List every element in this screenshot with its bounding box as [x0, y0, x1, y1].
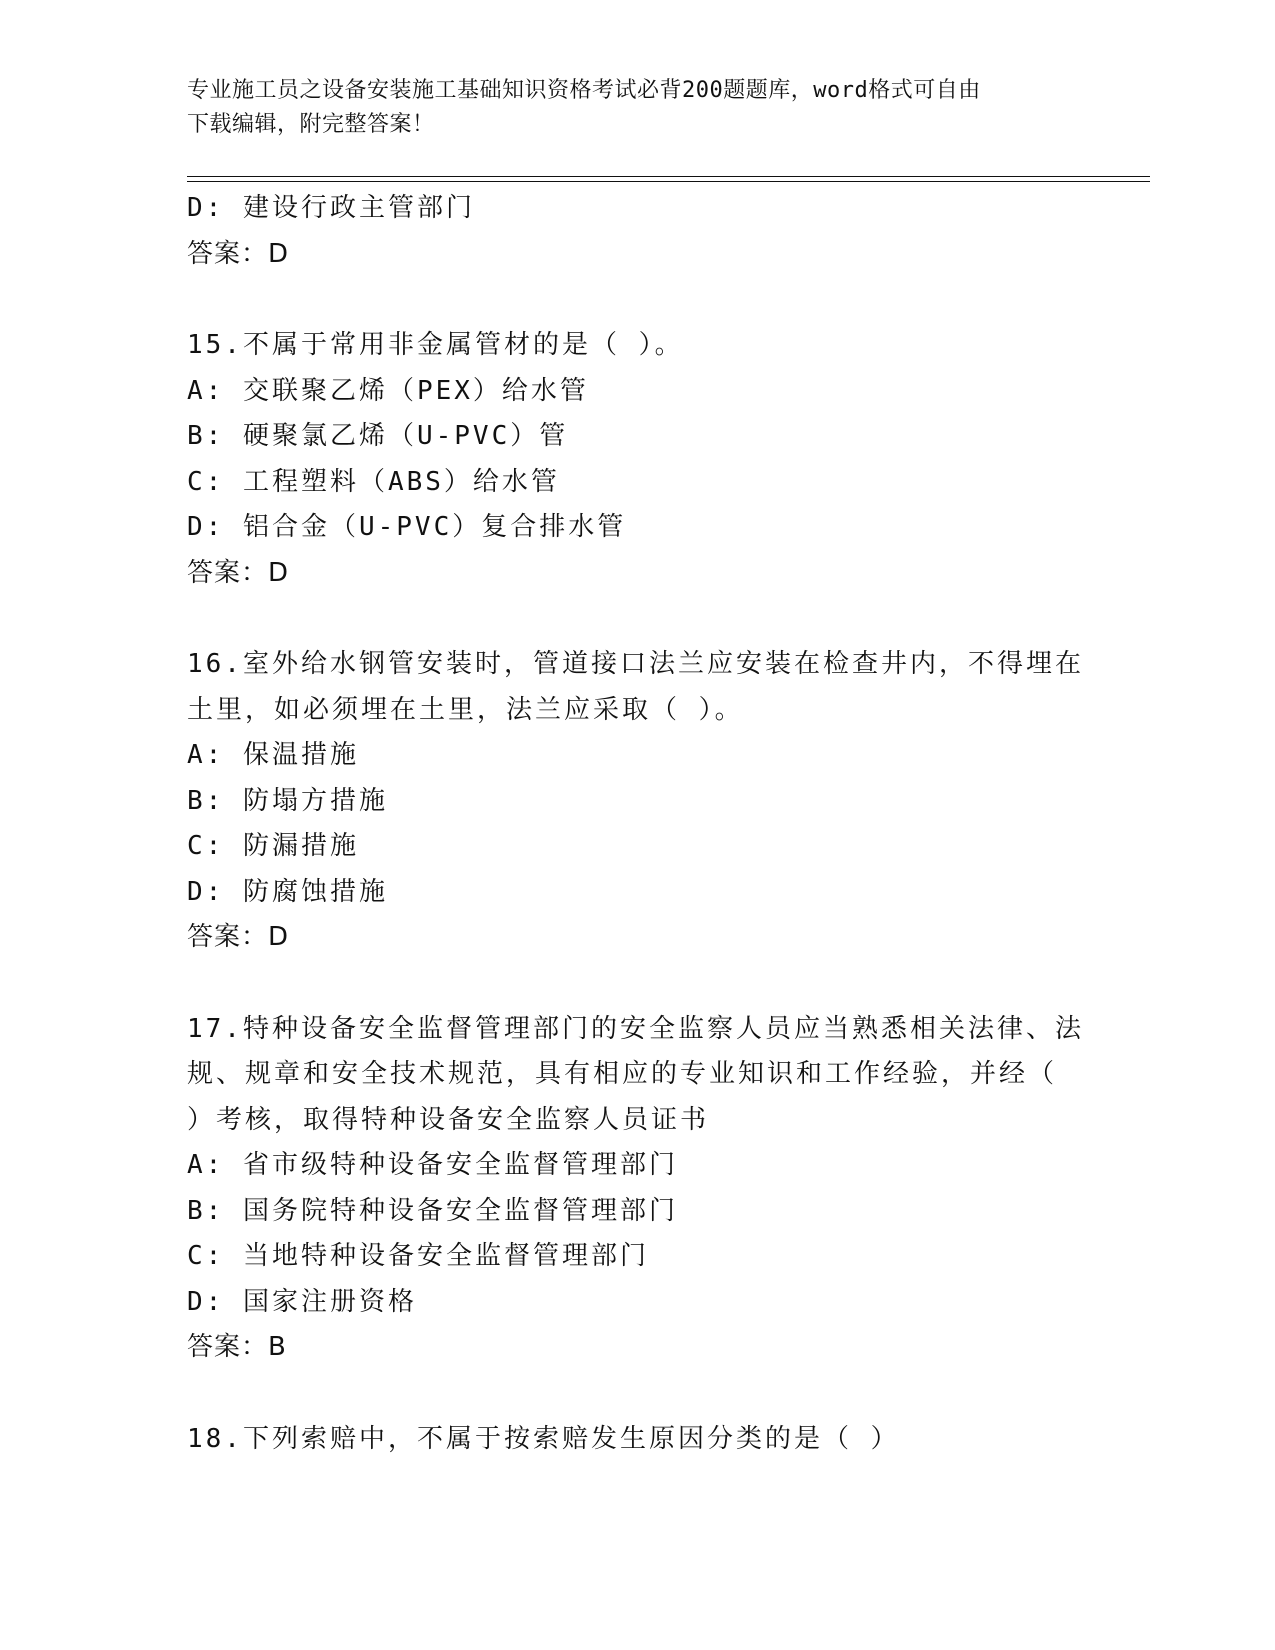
- spacer: [187, 277, 1087, 323]
- option-c: C: 工程塑料（ABS）给水管: [187, 466, 560, 497]
- option-b: B: 硬聚氯乙烯（U-PVC）管: [187, 421, 569, 451]
- answer: 答案：D: [187, 557, 290, 588]
- question-stem-line-3: ）考核，取得特种设备安全监察人员证书: [187, 1104, 710, 1135]
- question-16: [187, 642, 1087, 961]
- option-d: D: 建设行政主管部门: [187, 193, 475, 223]
- header-rule-bottom: [187, 181, 1150, 182]
- option-b: B: 防塌方措施: [187, 785, 388, 816]
- spacer: [187, 961, 1087, 1007]
- option-c: C: 当地特种设备安全监督管理部门: [187, 1241, 649, 1271]
- option-a: A: 保温措施: [187, 740, 359, 770]
- answer: 答案：B: [187, 1332, 287, 1362]
- question-list: [187, 186, 1087, 1462]
- spacer: [187, 1371, 1087, 1417]
- question-stem-line-1: 16.室外给水钢管安装时，管道接口法兰应安装在检查井内，不得埋在: [187, 649, 1084, 679]
- option-d: D: 国家注册资格: [187, 1286, 417, 1317]
- question-stem-line-2: 土里，如必须埋在土里，法兰应采取（ ）。: [187, 694, 744, 725]
- question-stem-line-2: 规、规章和安全技术规范，具有相应的专业知识和工作经验，并经（: [187, 1059, 1058, 1089]
- question-18: [187, 1417, 1087, 1463]
- header-line-1: 专业施工员之设备安装施工基础知识资格考试必背200题题库，word格式可自由: [187, 78, 981, 103]
- option-c: C: 防漏措施: [187, 831, 359, 861]
- question-15: [187, 323, 1087, 596]
- question-17: [187, 1007, 1087, 1371]
- option-a: A: 交联聚乙烯（PEX）给水管: [187, 375, 589, 406]
- spacer: [187, 596, 1087, 642]
- option-b: B: 国务院特种设备安全监督管理部门: [187, 1195, 678, 1226]
- question-previous: [187, 186, 1087, 277]
- question-stem-line-1: 17.特种设备安全监督管理部门的安全监察人员应当熟悉相关法律、法: [187, 1013, 1084, 1044]
- option-d: D: 铝合金（U-PVC）复合排水管: [187, 512, 627, 542]
- question-stem: 15.不属于常用非金属管材的是（ ）。: [187, 330, 684, 360]
- answer: 答案：D: [187, 238, 290, 269]
- question-stem: 18.下列索赔中，不属于按索赔发生原因分类的是（ ）: [187, 1423, 900, 1454]
- answer: 答案：D: [187, 922, 290, 952]
- page-header: [187, 74, 1067, 142]
- option-a: A: 省市级特种设备安全监督管理部门: [187, 1150, 678, 1180]
- header-line-2: 下载编辑，附完整答案！: [187, 112, 435, 137]
- option-d: D: 防腐蚀措施: [187, 876, 388, 907]
- header-rule-top: [187, 176, 1150, 177]
